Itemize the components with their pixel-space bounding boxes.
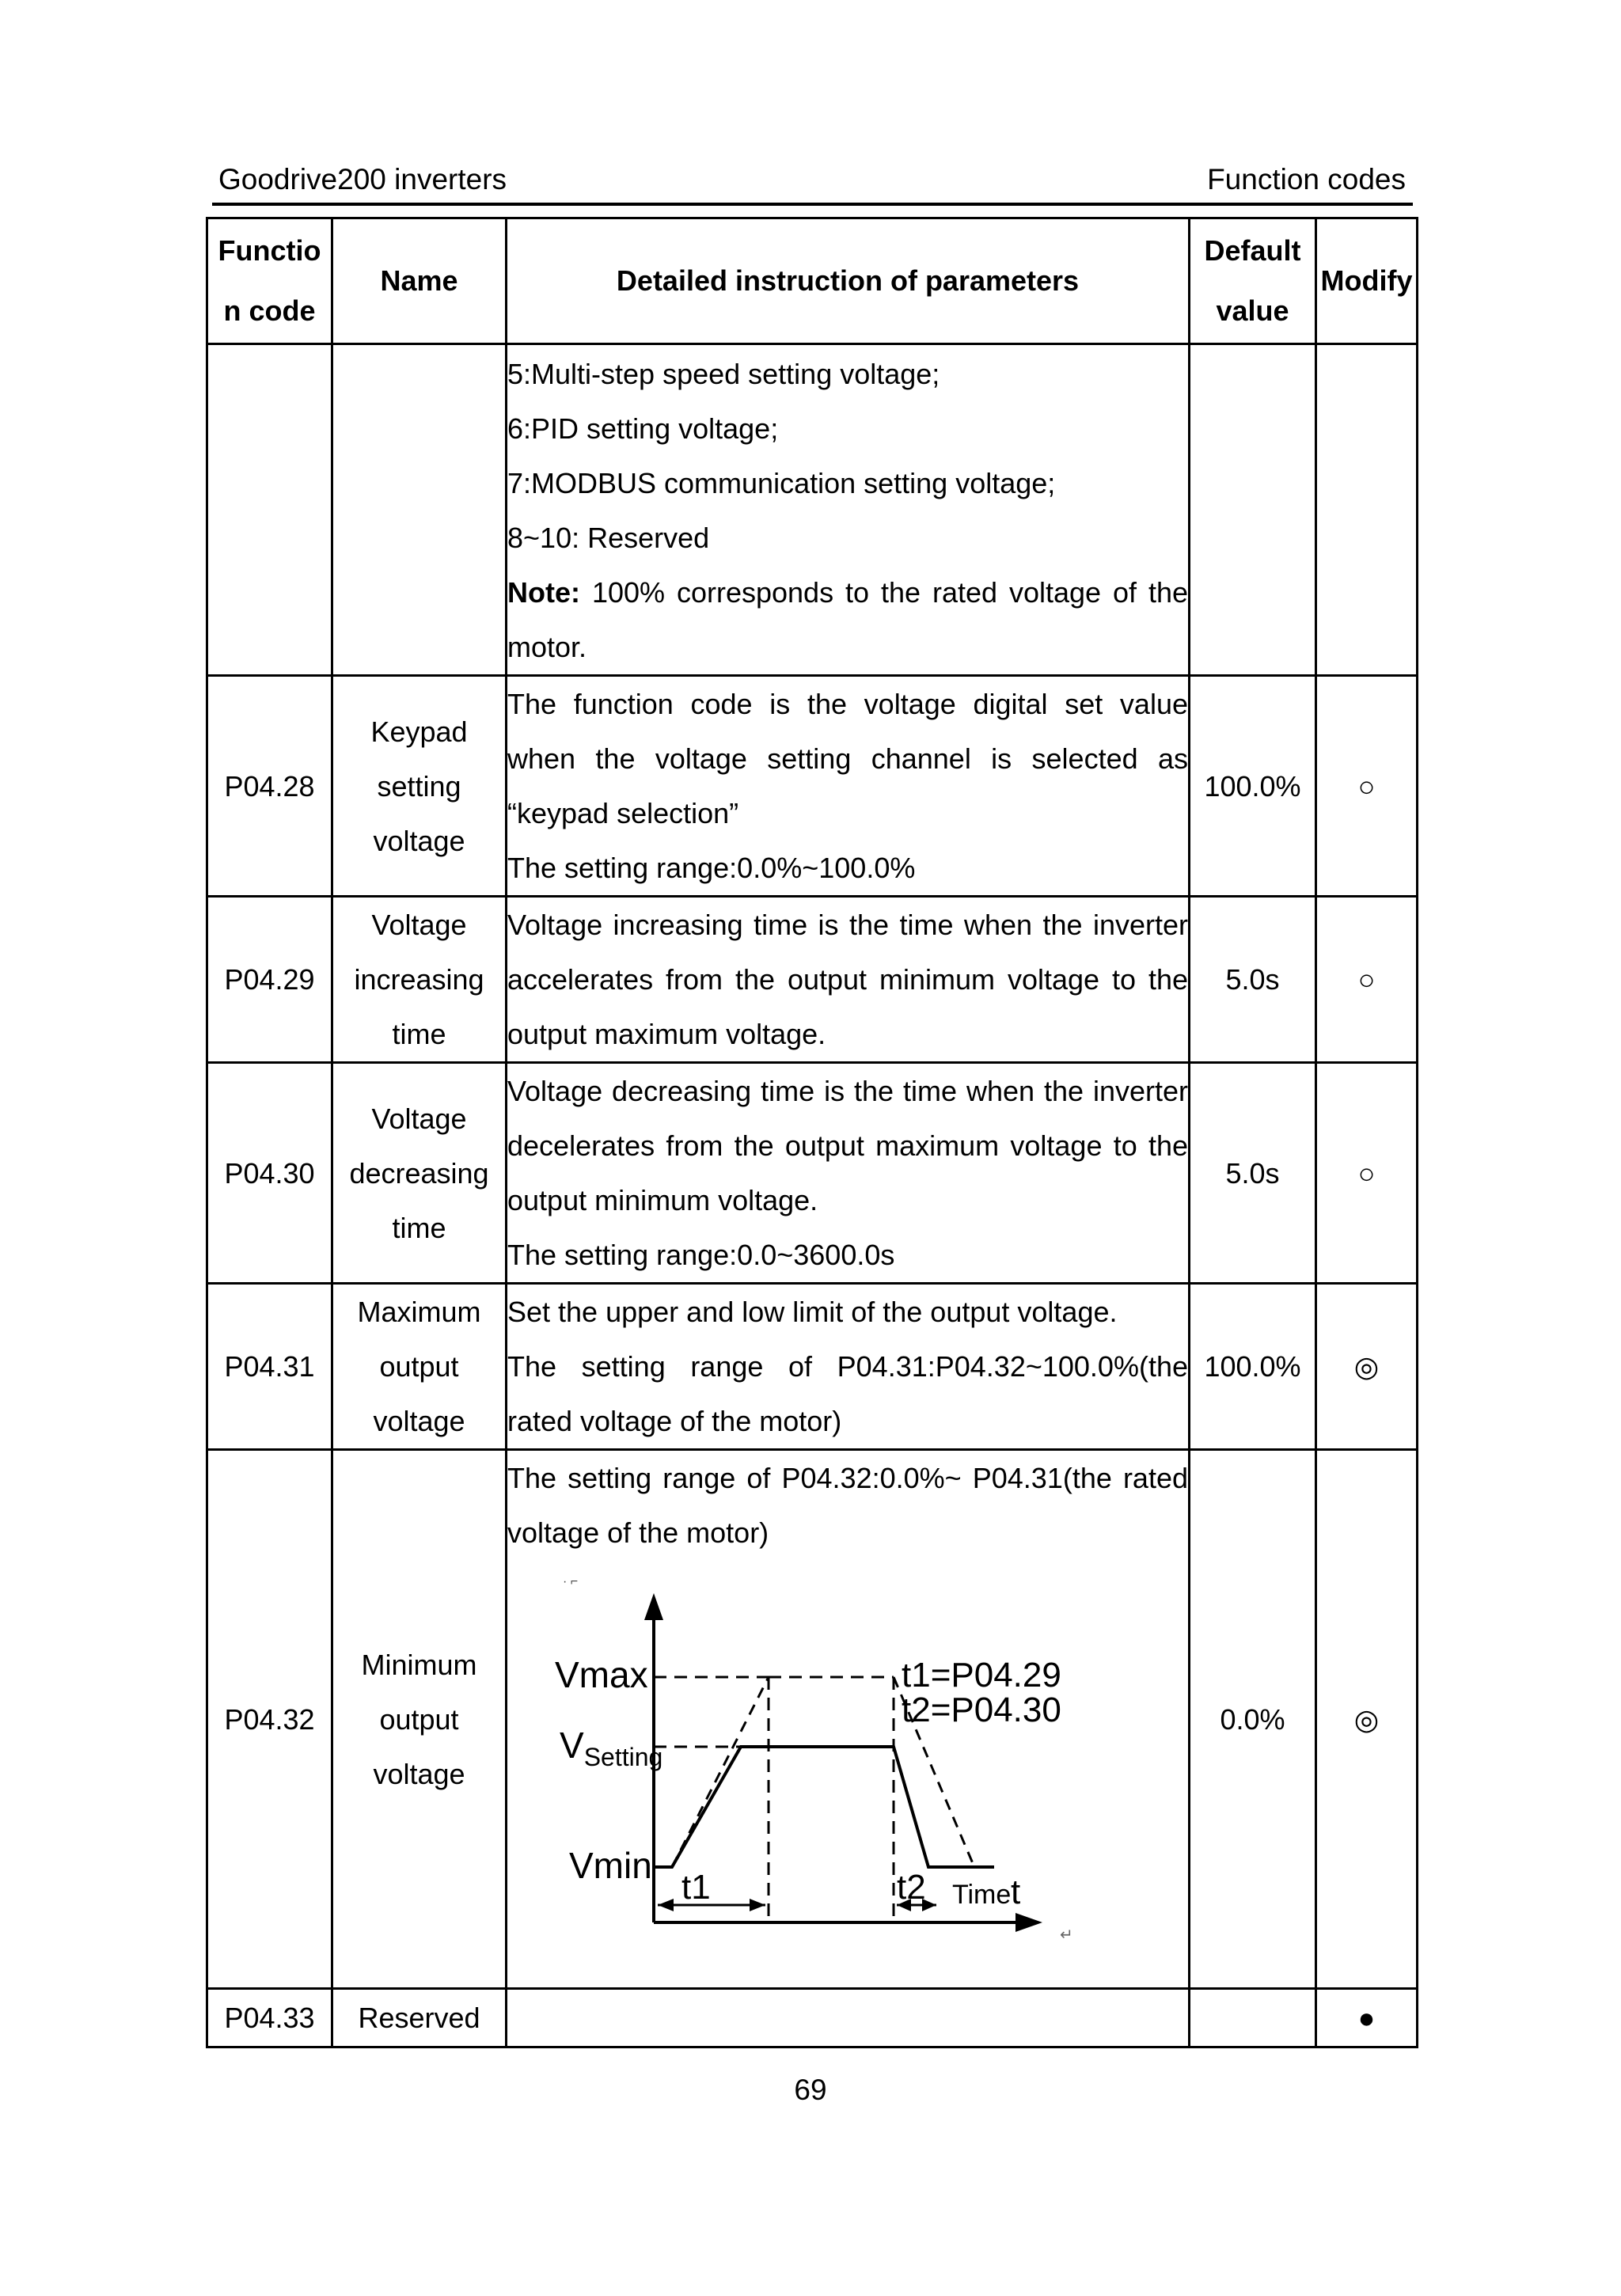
table-row — [207, 1450, 1418, 1989]
table-row — [207, 1284, 1418, 1450]
function-code: P04.33 — [207, 1989, 332, 2047]
default-value — [1190, 1989, 1316, 2047]
column-header-name: Name — [332, 218, 507, 344]
page-number: 69 — [794, 2074, 827, 2106]
x-axis-arrow — [1015, 1913, 1042, 1932]
desc-line: 6:PID setting voltage; — [507, 412, 779, 445]
time-label: Time — [952, 1880, 1012, 1910]
t1-definition: t1=P04.29 — [902, 1656, 1061, 1694]
modify-symbol: ◎ — [1316, 1284, 1418, 1450]
parameter-description: Voltage decreasing time is the time when the inverter decelerates from the output maximum voltage to the output minimum voltage. The setting range:0.0~3600.0s — [507, 1063, 1190, 1284]
parameter-name: Maximum output voltage — [332, 1284, 507, 1450]
continuation-default-cell — [1190, 344, 1316, 676]
continuation-modify-cell — [1316, 344, 1418, 676]
return-mark: ↵ — [1060, 1926, 1073, 1944]
continuation-name-cell — [332, 344, 507, 676]
t-axis-label: t — [1011, 1873, 1021, 1911]
column-header-code: Functio n code — [207, 218, 332, 344]
parameter-name: Minimum output voltage — [332, 1450, 507, 1989]
parameter-table — [206, 217, 1418, 2048]
continuation-desc-cell — [507, 344, 1190, 676]
function-code: P04.29 — [207, 897, 332, 1063]
t1-arrow-left — [658, 1899, 674, 1911]
parameter-name: Voltage increasing time — [332, 897, 507, 1063]
default-value: 100.0% — [1190, 1284, 1316, 1450]
parameter-description: The setting range of P04.32:0.0%~ P04.31(the rated voltage of the motor) · ⌐ Vmax $V_{Setting}$ Vmin t1=P04.29 t2=P04.30 t1 t2 Time t ↵ — [507, 1450, 1190, 1989]
default-value: 0.0% — [1190, 1450, 1316, 1989]
default-value: 5.0s — [1190, 1063, 1316, 1284]
table-row — [207, 1989, 1418, 2047]
t2-label: t2 — [897, 1868, 926, 1907]
desc-line: 8~10: Reserved — [507, 522, 710, 554]
table-row-continuation — [207, 344, 1418, 676]
parameter-name: Reserved — [332, 1989, 507, 2047]
vmax-label: Vmax — [555, 1654, 648, 1695]
vsetting-label: $V_{Setting}$ — [560, 1725, 663, 1771]
parameter-description: Voltage increasing time is the time when the inverter accelerates from the output minimum voltage to the output maximum voltage. — [507, 897, 1190, 1063]
column-header-desc: Detailed instruction of parameters — [507, 218, 1190, 344]
table-row — [207, 1063, 1418, 1284]
vmin-label: Vmin — [569, 1845, 652, 1886]
function-code: P04.28 — [207, 676, 332, 897]
function-code: P04.30 — [207, 1063, 332, 1284]
note-paragraph — [507, 565, 1188, 674]
parameter-name: Keypad setting voltage — [332, 676, 507, 897]
modify-symbol: ○ — [1316, 897, 1418, 1063]
table-header-row — [207, 218, 1418, 344]
modify-symbol: ○ — [1316, 676, 1418, 897]
t1-arrow-right — [750, 1899, 765, 1911]
t1-label: t1 — [681, 1868, 711, 1907]
header-document-title: Goodrive200 inverters — [218, 163, 507, 195]
modify-symbol: ○ — [1316, 1063, 1418, 1284]
modify-symbol: ● — [1316, 1989, 1418, 2047]
note-label: Note: — [507, 576, 580, 609]
default-value: 5.0s — [1190, 897, 1316, 1063]
voltage-timing-figure — [507, 1560, 1188, 1987]
table-row — [207, 897, 1418, 1063]
y-axis-arrow — [644, 1593, 663, 1620]
t1-ramp-guide — [672, 1677, 769, 1867]
default-value: 100.0% — [1190, 676, 1316, 897]
function-code: P04.32 — [207, 1450, 332, 1989]
desc-line: 7:MODBUS communication setting voltage; — [507, 467, 1056, 499]
column-header-default: Default value — [1190, 218, 1316, 344]
header-section-title: Function codes — [1207, 163, 1406, 195]
column-header-modify: Modify — [1316, 218, 1418, 344]
note-text: 100% corresponds to the rated voltage of the motor. — [507, 576, 1188, 663]
parameter-description: Set the upper and low limit of the output voltage. The setting range of P04.31:P04.32~100.0%(the rated voltage of the motor) — [507, 1284, 1190, 1450]
desc-line: 5:Multi-step speed setting voltage; — [507, 358, 940, 390]
parameter-description: The function code is the voltage digital set value when the voltage setting channel is selected as “keypad selection” The setting range:0.0%~100.0% — [507, 676, 1190, 897]
modify-symbol: ◎ — [1316, 1450, 1418, 1989]
t2-definition: t2=P04.30 — [902, 1691, 1061, 1729]
continuation-code-cell — [207, 344, 332, 676]
voltage-timing-diagram — [555, 1574, 1109, 1946]
function-code: P04.31 — [207, 1284, 332, 1450]
parameter-name: Voltage decreasing time — [332, 1063, 507, 1284]
voltage-curve — [654, 1747, 994, 1867]
header-rule — [212, 203, 1413, 206]
table-row — [207, 676, 1418, 897]
parameter-description — [507, 1989, 1190, 2047]
scan-marks: · ⌐ — [563, 1575, 579, 1588]
